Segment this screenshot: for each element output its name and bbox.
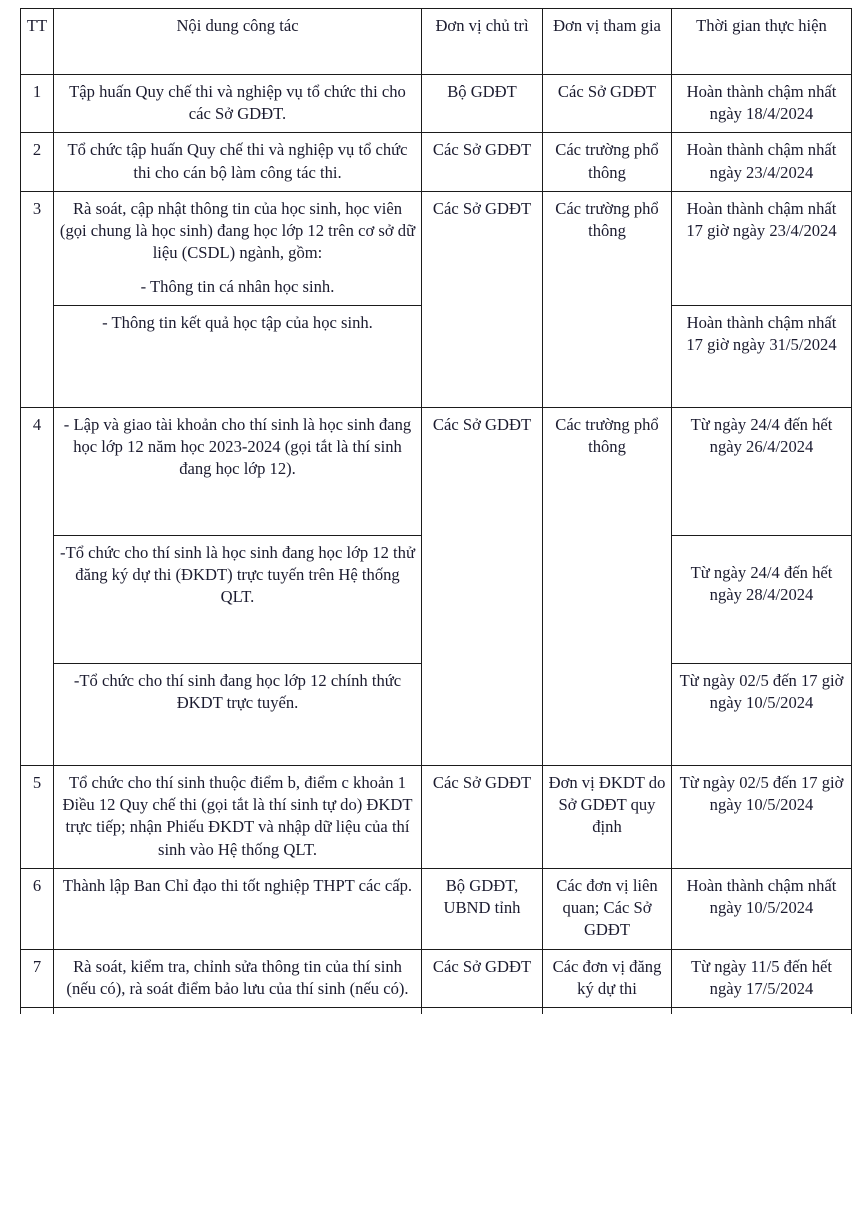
cell-noi-dung: - Thông tin kết quả học tập của học sinh. bbox=[54, 305, 422, 407]
table-row bbox=[21, 949, 852, 1007]
cell-thoi-gian bbox=[672, 1007, 852, 1014]
cell-chu-tri: Các Sở GDĐT bbox=[422, 765, 543, 868]
cell-thoi-gian: Từ ngày 02/5 đến 17 giờ ngày 10/5/2024 bbox=[672, 765, 852, 868]
cell-tham-gia bbox=[543, 1007, 672, 1014]
cell-tham-gia: Đơn vị ĐKDT do Sở GDĐT quy định bbox=[543, 765, 672, 868]
cell-noi-dung: -Tổ chức cho thí sinh đang học lớp 12 chính thức ĐKDT trực tuyến. bbox=[54, 663, 422, 765]
header-don-vi-chu-tri: Đơn vị chủ trì bbox=[422, 9, 543, 75]
cell-thoi-gian: Hoàn thành chậm nhất 17 giờ ngày 23/4/2024 bbox=[672, 191, 852, 305]
cell-noi-dung: Rà soát, kiểm tra, chỉnh sửa thông tin của thí sinh (nếu có), rà soát điểm bảo lưu của thí sinh (nếu có). bbox=[54, 949, 422, 1007]
table-row bbox=[21, 75, 852, 133]
cell-thoi-gian: Từ ngày 11/5 đến hết ngày 17/5/2024 bbox=[672, 949, 852, 1007]
cell-noi-dung bbox=[54, 191, 422, 305]
cell-chu-tri: Các Sở GDĐT bbox=[422, 191, 543, 407]
cell-tt: 5 bbox=[21, 765, 54, 868]
cell-thoi-gian: Hoàn thành chậm nhất ngày 23/4/2024 bbox=[672, 133, 852, 191]
cell-chu-tri: Bộ GDĐT, UBND tỉnh bbox=[422, 868, 543, 949]
schedule-table-container bbox=[20, 8, 851, 1014]
cell-tham-gia: Các đơn vị liên quan; Các Sở GDĐT bbox=[543, 868, 672, 949]
cell-thoi-gian: Hoàn thành chậm nhất ngày 10/5/2024 bbox=[672, 868, 852, 949]
cell-chu-tri bbox=[422, 1007, 543, 1014]
cell-tham-gia: Các trường phổ thông bbox=[543, 191, 672, 407]
noi-dung-main-text: Rà soát, cập nhật thông tin của học sinh, học viên (gọi chung là học sinh) đang học lớp 12 trên cơ sở dữ liệu (CSDL) ngành, gồm: bbox=[59, 198, 416, 263]
cell-noi-dung bbox=[54, 1007, 422, 1014]
cell-tt bbox=[21, 1007, 54, 1014]
cell-thoi-gian: Từ ngày 02/5 đến 17 giờ ngày 10/5/2024 bbox=[672, 663, 852, 765]
cell-chu-tri: Các Sở GDĐT bbox=[422, 407, 543, 765]
cell-tham-gia: Các Sở GDĐT bbox=[543, 75, 672, 133]
header-thoi-gian-thuc-hien: Thời gian thực hiện bbox=[672, 9, 852, 75]
cell-thoi-gian: Hoàn thành chậm nhất ngày 18/4/2024 bbox=[672, 75, 852, 133]
cell-thoi-gian: Hoàn thành chậm nhất 17 giờ ngày 31/5/2024 bbox=[672, 305, 852, 407]
noi-dung-sub-text: - Thông tin cá nhân học sinh. bbox=[140, 276, 335, 296]
cell-thoi-gian: Từ ngày 24/4 đến hết ngày 28/4/2024 bbox=[672, 535, 852, 663]
cell-noi-dung: Tổ chức cho thí sinh thuộc điểm b, điểm c khoản 1 Điều 12 Quy chế thi (gọi tắt là thí sinh tự do) ĐKDT trực tiếp; nhận Phiếu ĐKDT và nhập dữ liệu của thí sinh vào Hệ thống QLT. bbox=[54, 765, 422, 868]
header-tt: TT bbox=[21, 9, 54, 75]
cut-off-header-line bbox=[0, 0, 868, 3]
cell-noi-dung: -Tổ chức cho thí sinh là học sinh đang học lớp 12 thử đăng ký dự thi (ĐKDT) trực tuyến trên Hệ thống QLT. bbox=[54, 535, 422, 663]
cell-tham-gia: Các trường phổ thông bbox=[543, 133, 672, 191]
cell-noi-dung: Thành lập Ban Chỉ đạo thi tốt nghiệp THPT các cấp. bbox=[54, 868, 422, 949]
table-row bbox=[21, 868, 852, 949]
table-row bbox=[21, 133, 852, 191]
cell-tham-gia: Các đơn vị đăng ký dự thi bbox=[543, 949, 672, 1007]
cell-chu-tri: Các Sở GDĐT bbox=[422, 133, 543, 191]
cell-tham-gia: Các trường phổ thông bbox=[543, 407, 672, 765]
table-header bbox=[21, 9, 852, 75]
table-row bbox=[21, 407, 852, 535]
cell-chu-tri: Bộ GDĐT bbox=[422, 75, 543, 133]
cell-noi-dung: Tập huấn Quy chế thi và nghiệp vụ tổ chức thi cho các Sở GDĐT. bbox=[54, 75, 422, 133]
cell-tt: 6 bbox=[21, 868, 54, 949]
cell-tt: 4 bbox=[21, 407, 54, 765]
cell-thoi-gian: Từ ngày 24/4 đến hết ngày 26/4/2024 bbox=[672, 407, 852, 535]
table-row bbox=[21, 765, 852, 868]
header-noi-dung-cong-tac: Nội dung công tác bbox=[54, 9, 422, 75]
header-don-vi-tham-gia: Đơn vị tham gia bbox=[543, 9, 672, 75]
cell-noi-dung: Tổ chức tập huấn Quy chế thi và nghiệp vụ tổ chức thi cho cán bộ làm công tác thi. bbox=[54, 133, 422, 191]
table-body bbox=[21, 75, 852, 1014]
table-row bbox=[21, 191, 852, 305]
cell-chu-tri: Các Sở GDĐT bbox=[422, 949, 543, 1007]
header-row bbox=[21, 9, 852, 75]
schedule-table bbox=[20, 8, 852, 1014]
cell-tt: 7 bbox=[21, 949, 54, 1007]
table-row-partial bbox=[21, 1007, 852, 1014]
cell-tt: 2 bbox=[21, 133, 54, 191]
cell-tt: 1 bbox=[21, 75, 54, 133]
cell-noi-dung: - Lập và giao tài khoản cho thí sinh là học sinh đang học lớp 12 năm học 2023-2024 (gọi tắt là thí sinh đang học lớp 12). bbox=[54, 407, 422, 535]
cell-tt: 3 bbox=[21, 191, 54, 407]
